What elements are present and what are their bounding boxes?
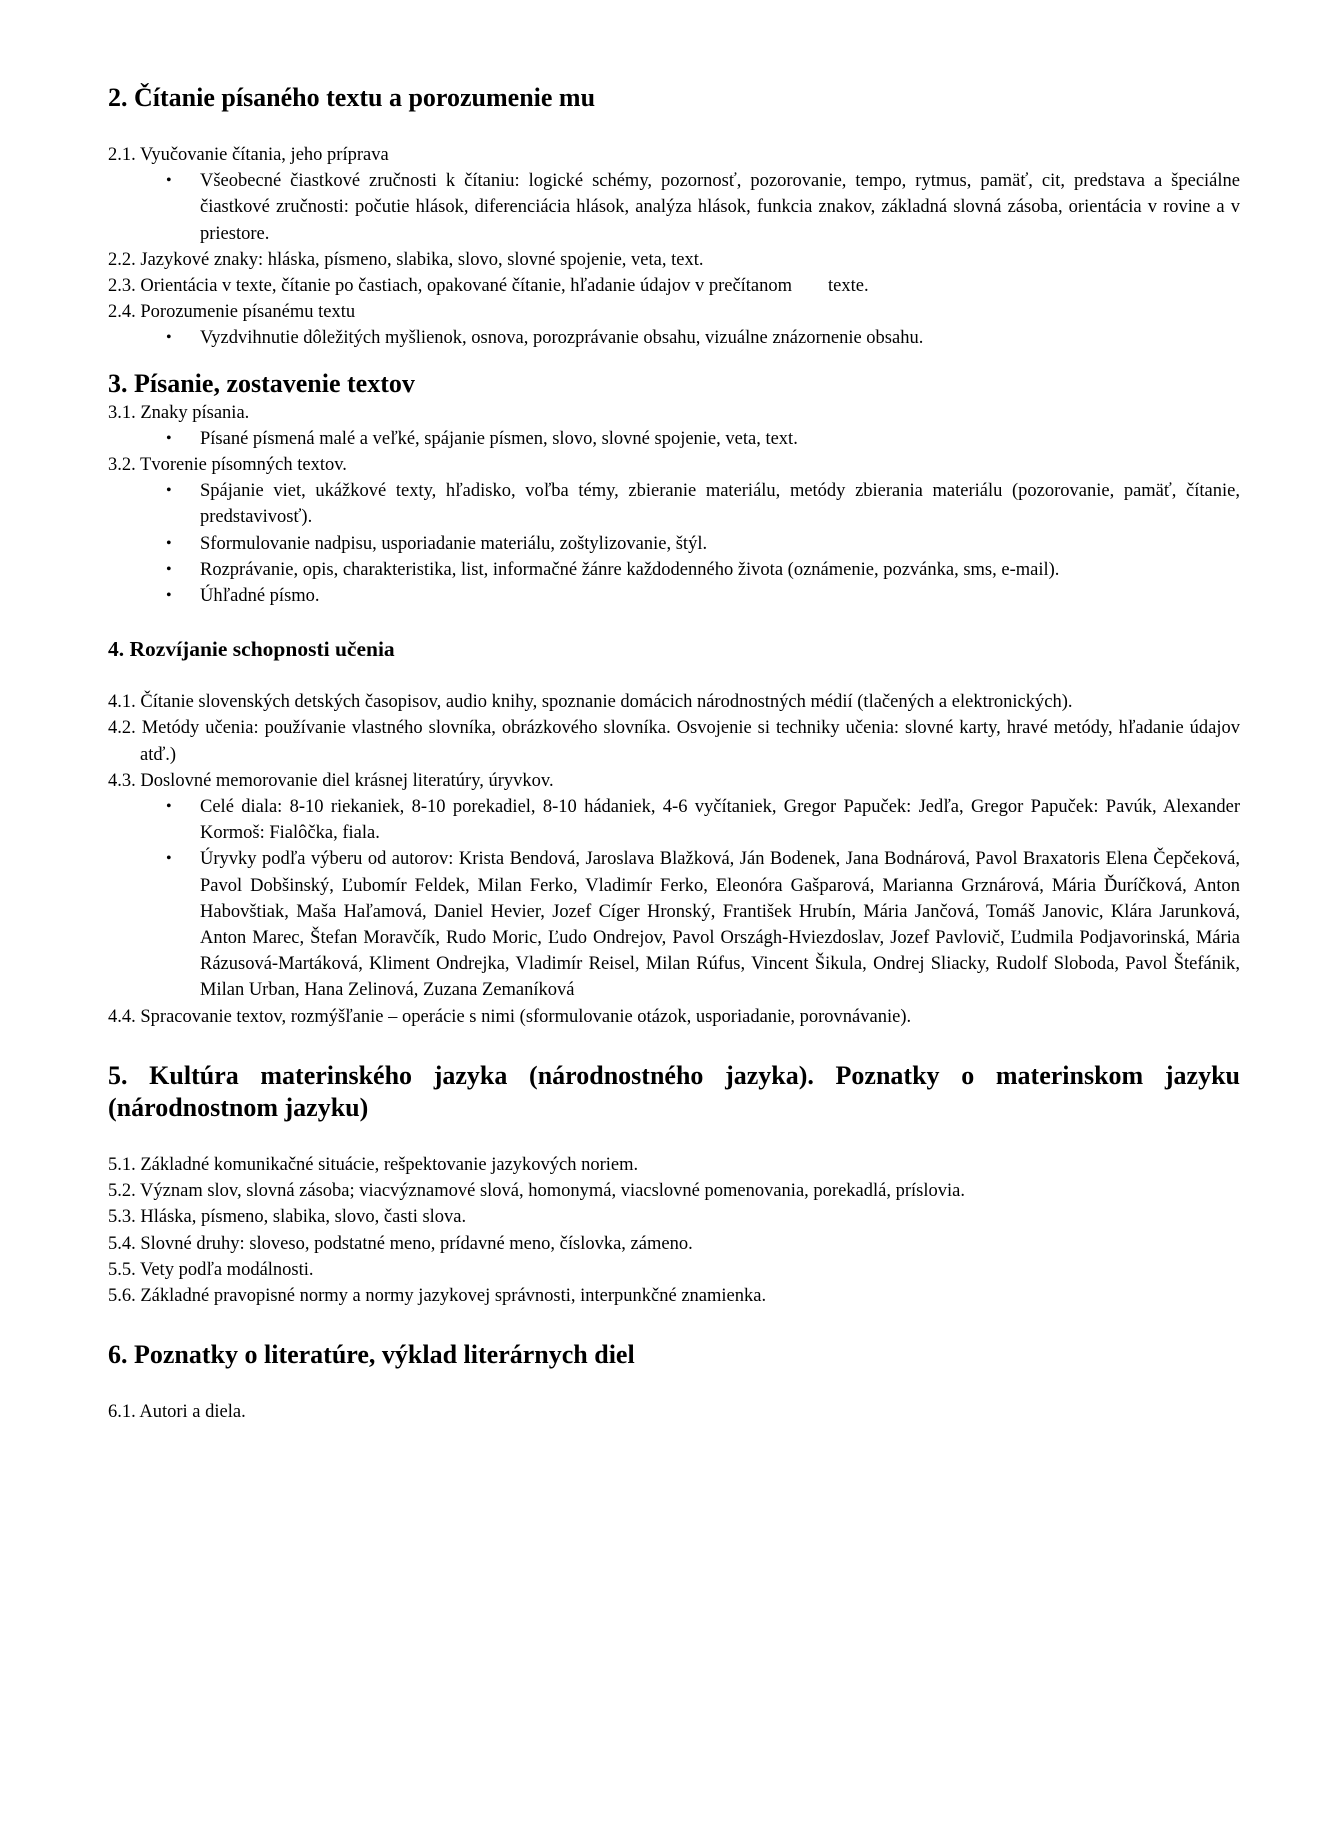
list-item: • Úryvky podľa výberu od autorov: Krista Bendová, Jaroslava Blažková, Ján Bodenek, Jana Bodnárová, Pavol Braxatoris Elena Čepčeková, Pavol Dobšinský, Ľubomír Feldek, Milan Ferko, Vladimír Ferko, Eleonóra Gašparová, Marianna Grznárová, Mária Ďuríčková, Anton Habovštiak, Maša Haľamová, Daniel Hevier, Jozef Cíger Hronský, František Hrubín, Mária Jančová, Tomáš Janovic, Klára Jarunková, Anton Marec, Štefan Moravčík, Rudo Moric, Ľudo Ondrejov, Pavol Országh-Hviezdoslav, Jozef Pavlovič, Ľudmila Podjavorinská, Mária Rázusová-Martáková, Kliment Ondrejka, Vladimír Reisel, Milan Rúfus, Vincent Šikula, Ondrej Sliacky, Rudolf Sloboda, Pavol Štefánik, Milan Urban, Hana Zelinová, Zuzana Zemaníková [108,846,1240,1003]
list-item: • Písané písmená malé a veľké, spájanie písmen, slovo, slovné spojenie, veta, text. [108,426,1240,452]
bullet-icon: • [166,429,172,447]
bullet-icon: • [166,587,172,605]
item-5-5: 5.5. Vety podľa modálnosti. [108,1259,314,1280]
bullet-icon: • [166,850,172,868]
section-3-heading: 3. Písanie, zostavenie textov [108,368,415,398]
item-5-1: 5.1. Základné komunikačné situácie, rešpektovanie jazykových noriem. [108,1154,639,1175]
bullet-icon: • [166,560,172,578]
item-2-3: 2.3. Orientácia v texte, čítanie po častiach, opakované čítanie, hľadanie údajov v prečítanom texte. [108,276,869,297]
list-item: • Spájanie viet, ukážkové texty, hľadisko, voľba témy, zbieranie materiálu, metódy zbierania materiálu (pozorovanie, pamäť, čítanie, predstavivosť). [108,478,1240,530]
list-item: • Všeobecné čiastkové zručnosti k čítaniu: logické schémy, pozornosť, pozorovanie, tempo, rytmus, pamäť, cit, predstava a špeciálne čiastkové zručnosti: počutie hlások, diferenciácia hlások, analýza hlások, funkcia znakov, základná slovná zásoba, orientácia v rovine a v priestore. [108,168,1240,247]
item-2-1: 2.1. Vyučovanie čítania, jeho príprava [108,145,389,165]
item-4-3: 4.3. Doslovné memorovanie diel krásnej literatúry, úryvkov. [108,770,554,791]
list-2-1 [108,168,1240,247]
section-5-heading: 5. Kultúra materinského jazyka (národnostného jazyka). Poznatky o materinskom jazyku (národnostnom jazyku) [108,1060,1240,1122]
item-5-4: 5.4. Slovné druhy: sloveso, podstatné meno, prídavné meno, číslovka, zámeno. [108,1233,693,1254]
list-3-2 [108,478,1240,609]
item-3-1: 3.1. Znaky písania. [108,402,250,423]
item-5-6: 5.6. Základné pravopisné normy a normy jazykovej správnosti, interpunkčné znamienka. [108,1285,767,1306]
item-4-1: 4.1. Čítanie slovenských detských časopisov, audio knihy, spoznanie domácich národnostných médií (tlačených a elektronických). [108,692,1073,713]
bullet-icon: • [166,798,172,816]
section-2-heading: 2. Čítanie písaného textu a porozumenie mu [108,83,596,112]
list-2-4 [108,325,1240,351]
list-item: • Vyzdvihnutie dôležitých myšlienok, osnova, porozprávanie obsahu, vizuálne znázornenie obsahu. [108,325,1240,351]
item-3-2: 3.2. Tvorenie písomných textov. [108,455,347,476]
item-5-3: 5.3. Hláska, písmeno, slabika, slovo, časti slova. [108,1207,467,1228]
item-2-4: 2.4. Porozumenie písanému textu [108,302,356,323]
item-5-2: 5.2. Význam slov, slovná zásoba; viacvýznamové slová, homonymá, viacslovné pomenovania, porekadlá, príslovia. [108,1181,965,1202]
section-6-heading: 6. Poznatky o literatúre, výklad literárnych diel [108,1340,635,1370]
item-6-1: 6.1. Autori a diela. [108,1402,246,1423]
bullet-icon: • [166,172,172,190]
item-4-2: 4.2. Metódy učenia: používanie vlastného slovníka, obrázkového slovníka. Osvojenie si techniky učenia: slovné karty, hravé metódy, hľadanie údajov atď.) [108,718,1240,765]
item-4-4: 4.4. Spracovanie textov, rozmýšľanie – operácie s nimi (sformulovanie otázok, usporiadanie, porovnávanie). [108,1006,912,1027]
list-item: • Celé diala: 8-10 riekaniek, 8-10 porekadiel, 8-10 hádaniek, 4-6 vyčítaniek, Gregor Papuček: Jedľa, Gregor Papuček: Pavúk, Alexander Kormoš: Fialôčka, fiala. [108,794,1240,846]
bullet-icon: • [166,482,172,500]
bullet-icon: • [166,329,172,347]
list-item: • Sformulovanie nadpisu, usporiadanie materiálu, zoštylizovanie, štýl. [108,531,1240,557]
list-item: • Úhľadné písmo. [108,583,1240,609]
section-4-heading: 4. Rozvíjanie schopnosti učenia [108,637,395,662]
document-page [108,82,1240,1425]
item-2-2: 2.2. Jazykové znaky: hláska, písmeno, slabika, slovo, slovné spojenie, veta, text. [108,249,704,270]
bullet-icon: • [166,534,172,552]
list-item: • Rozprávanie, opis, charakteristika, list, informačné žánre každodenného života (oznámenie, pozvánka, sms, e-mail). [108,557,1240,583]
list-3-1 [108,426,1240,452]
list-4-3 [108,794,1240,1004]
